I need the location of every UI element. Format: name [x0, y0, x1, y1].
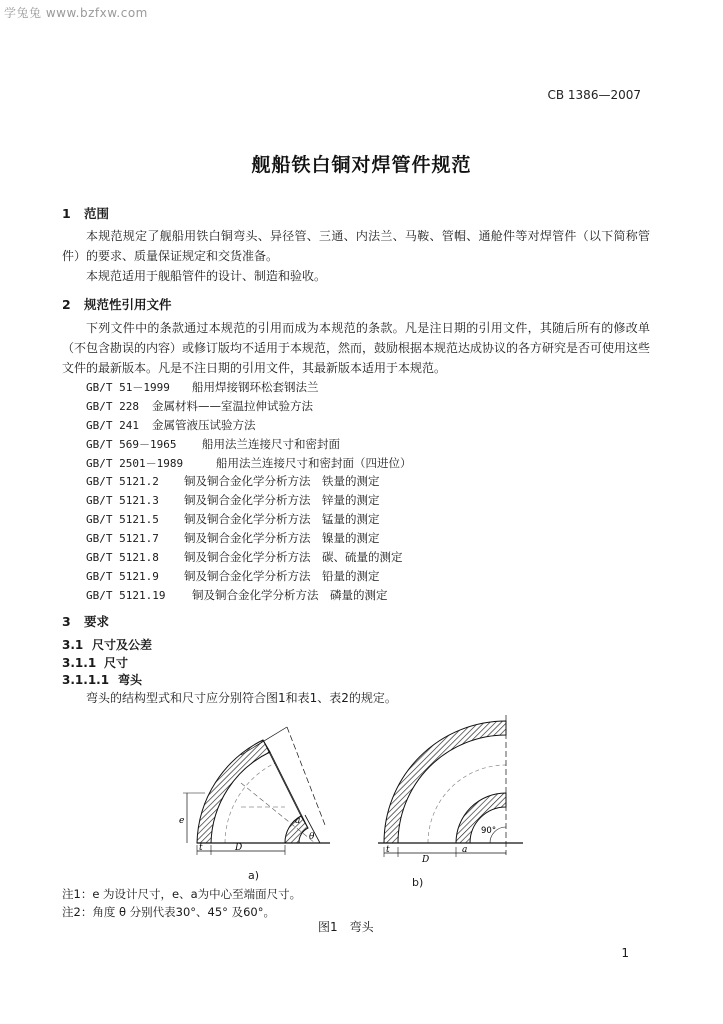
dim-D-label-b: D: [422, 855, 430, 865]
section-number: 1: [62, 206, 71, 221]
section-1-paragraph-1: 本规范规定了舰船用铁白铜弯头、异径管、三通、内法兰、马鞍、管帽、通舱件等对焊管件（以下简称管件）的要求、质量保证规定和交货准备。: [62, 229, 650, 263]
dim-e-label: e: [179, 816, 185, 826]
page-title: 舰船铁白铜对焊管件规范: [251, 154, 472, 176]
figure-note-1: 注1：e 为设计尺寸，e、a为中心至端面尺寸。: [62, 887, 302, 901]
reference-item: GB/T 5121.8 铜及铜合金化学分析方法 碳、硫量的测定: [86, 550, 403, 565]
section-3-1-heading: 3.1 尺寸及公差: [62, 638, 153, 652]
section-number: 3: [62, 614, 71, 629]
figure-a-label: a): [248, 869, 260, 882]
reference-item: GB/T 51－1999 船用焊接钢环松套钢法兰: [86, 380, 319, 394]
dim-theta-label: θ: [309, 832, 315, 842]
section-3-1-1-1-heading: 3.1.1.1 弯头: [62, 673, 143, 687]
dim-D-label: D: [235, 843, 243, 853]
section-3-1-1-heading: 3.1.1 尺寸: [62, 656, 129, 670]
section-2-paragraph: 下列文件中的条款通过本规范的引用而成为本规范的条款。凡是注日期的引用文件，其随后所有的修改单（不包含勘误的内容）或修订版均不适用于本规范，然而，鼓励根据本规范达成协议的各方研究是否可使用这些文件的最新版本。凡是不注日期的引用文件，其最新版本适用于本规范。: [62, 321, 651, 375]
section-3-paragraph: 弯头的结构型式和尺寸应分别符合图1和表1、表2的规定。: [86, 691, 397, 705]
reference-item: GB/T 228 金属材料——室温拉伸试验方法: [86, 398, 313, 413]
dim-a-label: a: [295, 816, 301, 826]
reference-item: GB/T 5121.2 铜及铜合金化学分析方法 铁量的测定: [86, 474, 380, 489]
reference-item: GB/T 5121.9 铜及铜合金化学分析方法 铅量的测定: [86, 568, 380, 583]
angle-90-label: 90°: [481, 826, 497, 836]
section-1-heading: [62, 204, 109, 222]
dim-t-label-b: t: [386, 845, 390, 855]
elbow-figure-a: [175, 715, 355, 865]
section-title: 规范性引用文件: [84, 297, 172, 312]
figure-b-label: b): [412, 876, 424, 889]
section-2-heading: [62, 295, 172, 313]
standard-number: CB 1386—2007: [547, 88, 641, 102]
reference-item: GB/T 241 金属管液压试验方法: [86, 417, 256, 432]
section-title: 范围: [84, 206, 110, 221]
dim-a-label-b: a: [462, 845, 468, 855]
dim-t-label: t: [199, 843, 203, 853]
reference-item: GB/T 5121.5 铜及铜合金化学分析方法 锰量的测定: [86, 512, 380, 527]
reference-item: GB/T 569－1965 船用法兰连接尺寸和密封面: [86, 436, 340, 451]
page-number: 1: [621, 946, 629, 960]
figure-caption: 图1 弯头: [318, 920, 374, 934]
elbow-figure-b: [378, 715, 528, 865]
section-title: 要求: [84, 614, 110, 629]
section-number: 2: [62, 297, 71, 312]
reference-item: GB/T 5121.7 铜及铜合金化学分析方法 镍量的测定: [86, 531, 380, 546]
reference-list: [86, 378, 412, 605]
watermark: 学兔兔 www.bzfxw.com: [4, 6, 148, 20]
reference-item: GB/T 2501－1989 船用法兰连接尺寸和密封面（四进位）: [86, 455, 412, 470]
reference-item: GB/T 5121.19 铜及铜合金化学分析方法 磷量的测定: [86, 587, 388, 602]
section-1-paragraph-2: 本规范适用于舰船管件的设计、制造和验收。: [86, 269, 327, 283]
figure-note-2: 注2：角度 θ 分别代表30°、45° 及60°。: [62, 905, 275, 919]
reference-item: GB/T 5121.3 铜及铜合金化学分析方法 锌量的测定: [86, 493, 380, 508]
section-3-heading: [62, 612, 109, 630]
